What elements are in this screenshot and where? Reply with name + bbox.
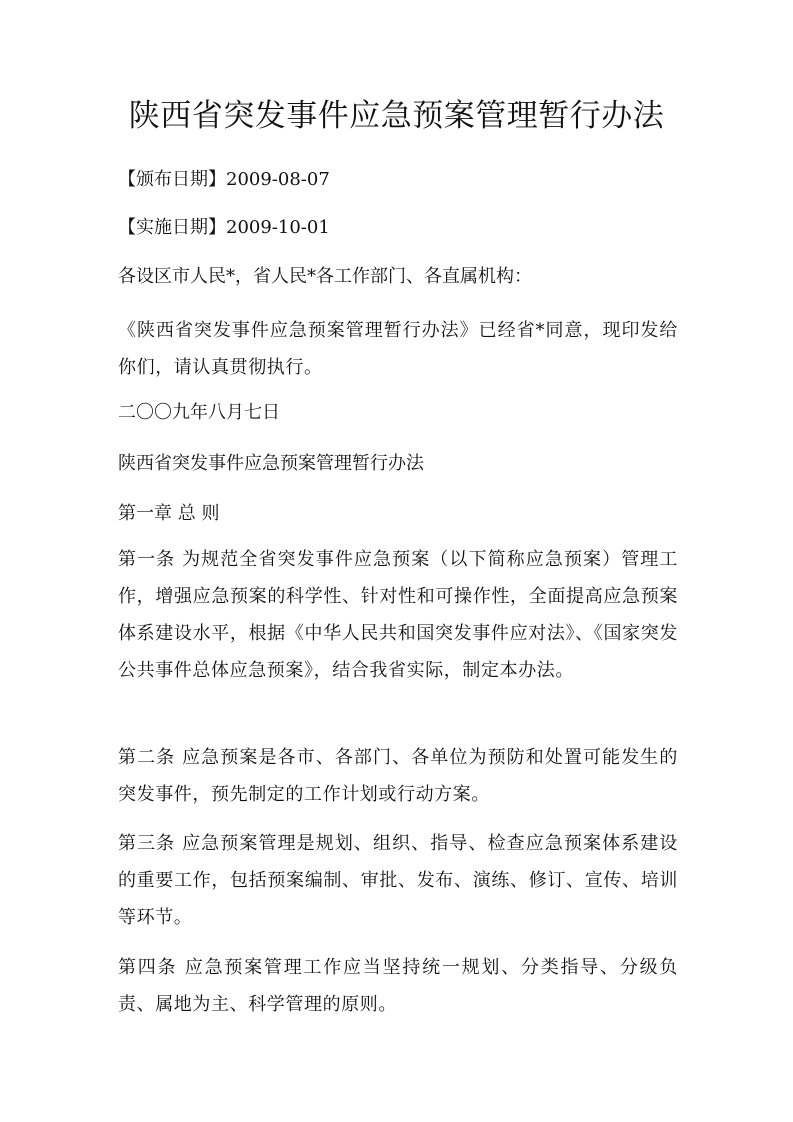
addressee: 各设区市人民*，省人民*各工作部门、各直属机构：	[118, 266, 532, 287]
document-title: 陕西省突发事件应急预案管理暂行办法	[128, 98, 665, 134]
issue-date: 【颁布日期】2009-08-07	[118, 169, 330, 190]
chapter-heading: 第一章 总 则	[118, 503, 220, 524]
article-4: 第四条 应急预案管理工作应当坚持统一规划、分类指导、分级负责、属地为主、科学管理的原则。	[118, 957, 678, 1015]
notice-date: 二〇〇九年八月七日	[118, 402, 280, 423]
article-2: 第二条 应急预案是各市、各部门、各单位为预防和处置可能发生的突发事件，预先制定的工作计划或行动方案。	[118, 747, 678, 805]
effective-date: 【实施日期】2009-10-01	[118, 217, 330, 238]
notice-paragraph: 《陕西省突发事件应急预案管理暂行办法》已经省*同意，现印发给你们，请认真贯彻执行。	[118, 320, 678, 378]
article-1: 第一条 为规范全省突发事件应急预案（以下简称应急预案）管理工作，增强应急预案的科学性、针对性和可操作性，全面提高应急预案体系建设水平，根据《中华人民共和国突发事件应对法》、《国家突发公共事件总体应急预案》，结合我省实际，制定本办法。	[118, 549, 678, 681]
document-subtitle: 陕西省突发事件应急预案管理暂行办法	[118, 453, 424, 474]
article-3: 第三条 应急预案管理是规划、组织、指导、检查应急预案体系建设的重要工作，包括预案编制、审批、发布、演练、修订、宣传、培训等环节。	[118, 833, 678, 928]
